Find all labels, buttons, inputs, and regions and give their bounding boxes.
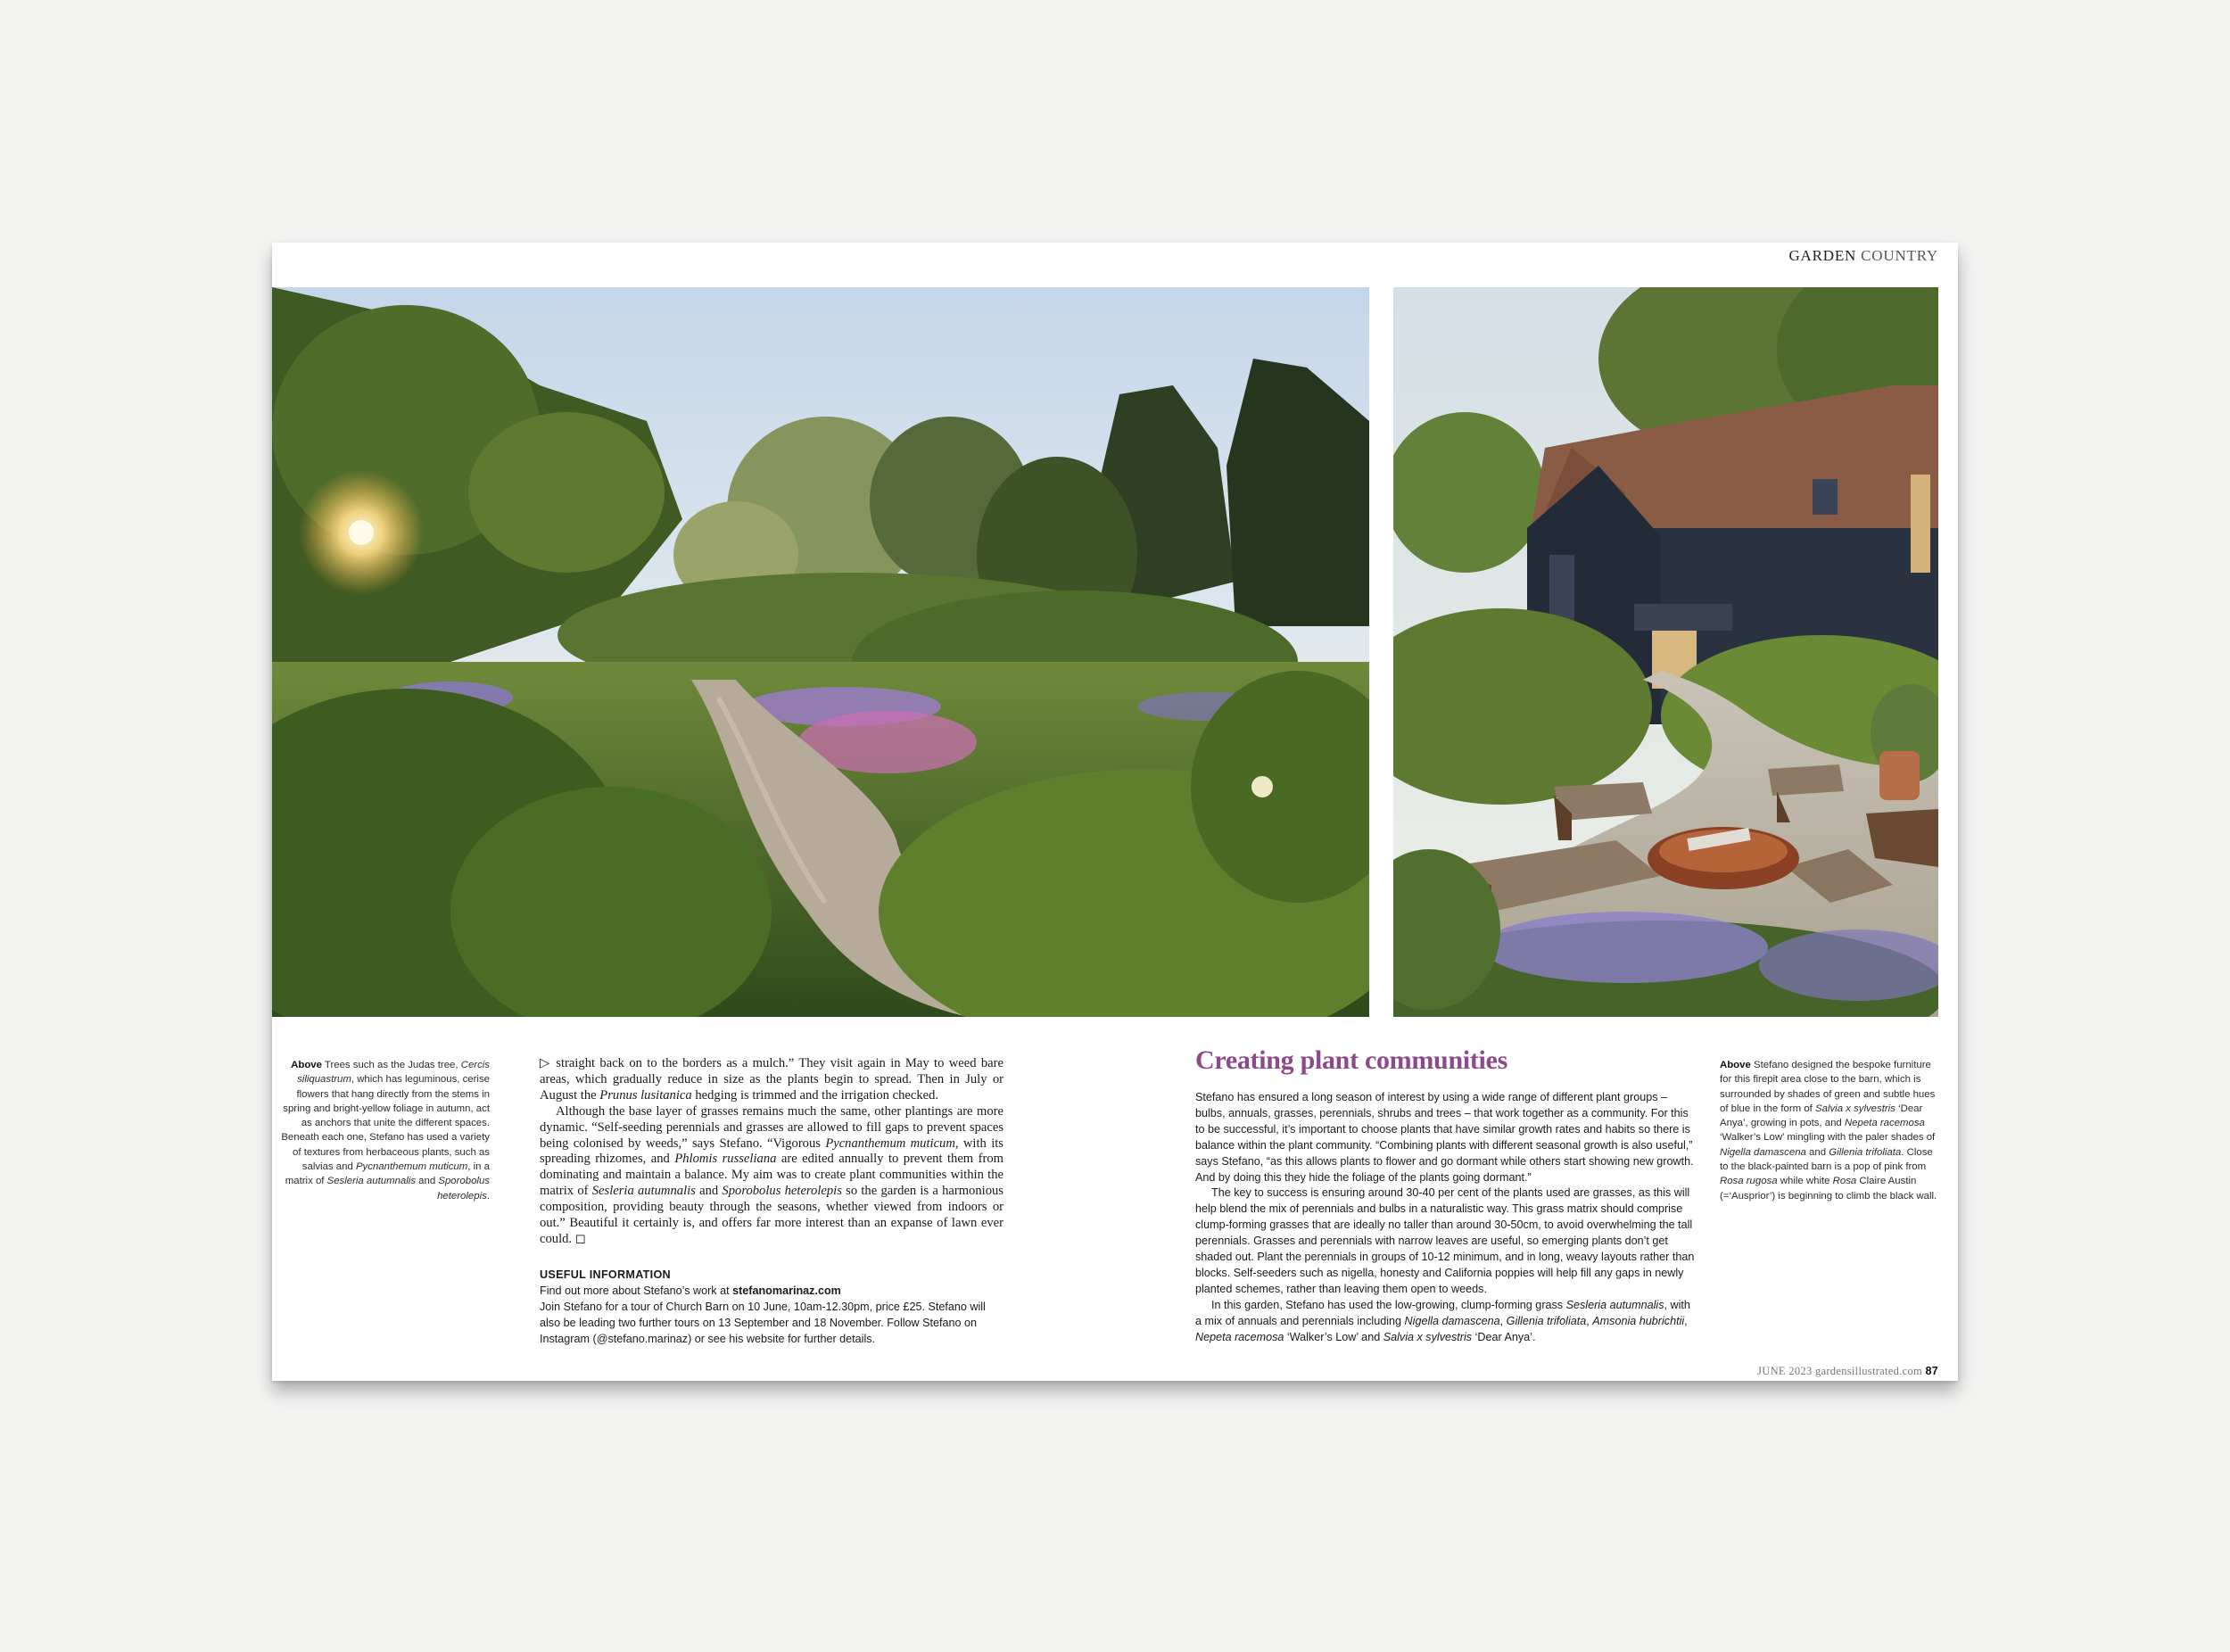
page-folio <box>1757 1365 1938 1378</box>
body-paragraph: In this garden, Stefano has used the low-growing, clump-forming grass Sesleria autumnalis, with a mix of annuals and perennials including Nigella damascena, Gillenia trifoliata, Amsonia hubrichtii, Nepeta racemosa ‘Walker’s Low’ and Salvia x sylvestris ‘Dear Anya’. <box>1195 1298 1690 1343</box>
garden-path-photo <box>272 287 1369 1017</box>
page-number: 87 <box>1925 1365 1938 1377</box>
issue-date: JUNE 2023 <box>1757 1365 1813 1377</box>
useful-information-tours: Join Stefano for a tour of Church Barn on 10 June, 10am-12.30pm, price £25. Stefano will also be leading two further tours on 13 September and 18 November. Follow Stefano on Instagram (@stefano.marinaz) or see his website for further details. <box>540 1301 986 1345</box>
caption-right-text: Stefano designed the bespoke furniture for this firepit area close to the barn, which is surrounded by shades of green and subtle hues of blue in the form of Salvia x sylvestris ‘Dear Anya’, growing in pots, and Nepeta racemosa ‘Walker’s Low’ mingling with the paler shades of Nigella damascena and Gillenia trifoliata. Close to the black-painted barn is a pop of pink from Rosa rugosa while white Rosa Claire Austin (=‘Ausprior’) is beginning to climb the black wall. <box>1720 1060 1937 1202</box>
body-paragraph: The key to success is ensuring around 30-40 per cent of the plants used are grasses, as this will help blend the mix of perennials and bulbs in a naturalistic way. This grass matrix should comprise clump-forming grasses that are ideally no taller than around 30-50cm, to avoid overwhelming the tall perennials. Grasses and perennials with narrow leaves are useful, so emerging plants don’t get shaded out. Plant the perennials in groups of 10-12 minimum, and in long, weavy layouts rather than blocks. Self-seeders such as nigella, honesty and California poppies will help fill any gaps in newly planted schemes, rather than leaving them open to weeds. <box>1195 1186 1695 1295</box>
magazine-spread <box>272 243 1958 1381</box>
barn-firepit-illustration <box>1393 287 1938 1017</box>
body-paragraph: Stefano has ensured a long season of interest by using a wide range of different plant groups – bulbs, annuals, grasses, perennials, shrubs and trees – that work together as a community. For this to be successful, it’s important to choose plants that have similar growth rates and habits so there is balance within the plant community. “Combining plants with different seasonal growth is also useful,” says Stefano, “as this allows plants to flower and go dormant while others start showing new growth. And by doing this they hide the foliage of the plants going dormant.” <box>1195 1091 1694 1184</box>
website: gardensillustrated.com <box>1814 1365 1923 1377</box>
barn-firepit-photo <box>1393 287 1938 1017</box>
useful-information-box <box>540 1267 1004 1347</box>
body-column-left <box>540 1056 1004 1248</box>
body-paragraph: ▷ straight back on to the borders as a mulch.” They visit again in May to weed bare areas, which gradually reduce in size as the plants begin to spread. Then in July or August the Prunus lusitanica hedging is trimmed and the irrigation checked. <box>540 1056 1004 1103</box>
useful-information-heading: USEFUL INFORMATION <box>540 1268 671 1281</box>
garden-path-illustration <box>272 287 1369 1017</box>
section-heading: Creating plant communities <box>1195 1045 1507 1075</box>
running-head: GARDEN COUNTRY <box>1788 247 1938 264</box>
caption-left-text: Trees such as the Judas tree, Cercis siliquastrum, which has leguminous, cerise flowers that hang directly from the stems in spring and bright-yellow foliage in autumn, act as anchors that unite the different spaces. Beneath each one, Stefano has used a variety of textures from herbaceous plants, such as salvias and Pycnanthemum muticum, in a matrix of Sesleria autumnalis and Sporobolus heterolepis. <box>281 1060 490 1202</box>
photo-caption-right: Above Stefano designed the bespoke furniture for this firepit area close to the barn, which is surrounded by shades of green and subtle hues of blue in the form of Salvia x sylvestris ‘Dear Anya’, growing in pots, and Nepeta racemosa ‘Walker’s Low’ mingling with the paler shades of Nigella damascena and Gillenia trifoliata. Close to the black-painted barn is a pop of pink from Rosa rugosa while white Rosa Claire Austin (=‘Ausprior’) is beginning to climb the black wall. <box>1720 1060 1937 1202</box>
body-paragraph: Although the base layer of grasses remains much the same, other plantings are more dynamic. “Self-seeding perennials and grasses are allowed to fill gaps to prevent spaces being colonised by weeds,” says Stefano. “Vigorous Pycnanthemum muticum, with its spreading rhizomes, and Phlomis russeliana are edited annually to prevent them from dominating and maintain a balance. My aim was to create plant communities within the matrix of Sesleria autumnalis and Sporobolus heterolepis so the garden is a harmonious composition, providing beauty through the seasons, whether viewed from indoors or out.” Beautiful it certainly is, and offers far more interest than an expanse of lawn ever could. ◻ <box>540 1103 1004 1246</box>
body-column-right <box>1195 1090 1695 1346</box>
useful-information-website: Find out more about Stefano’s work at stefanomarinaz.com <box>540 1284 841 1297</box>
photo-caption-left: Above Trees such as the Judas tree, Cercis siliquastrum, which has leguminous, cerise flowers that hang directly from the stems in spring and bright-yellow foliage in autumn, act as anchors that unite the different spaces. Beneath each one, Stefano has used a variety of textures from herbaceous plants, such as salvias and Pycnanthemum muticum, in a matrix of Sesleria autumnalis and Sporobolus heterolepis. <box>281 1060 490 1202</box>
